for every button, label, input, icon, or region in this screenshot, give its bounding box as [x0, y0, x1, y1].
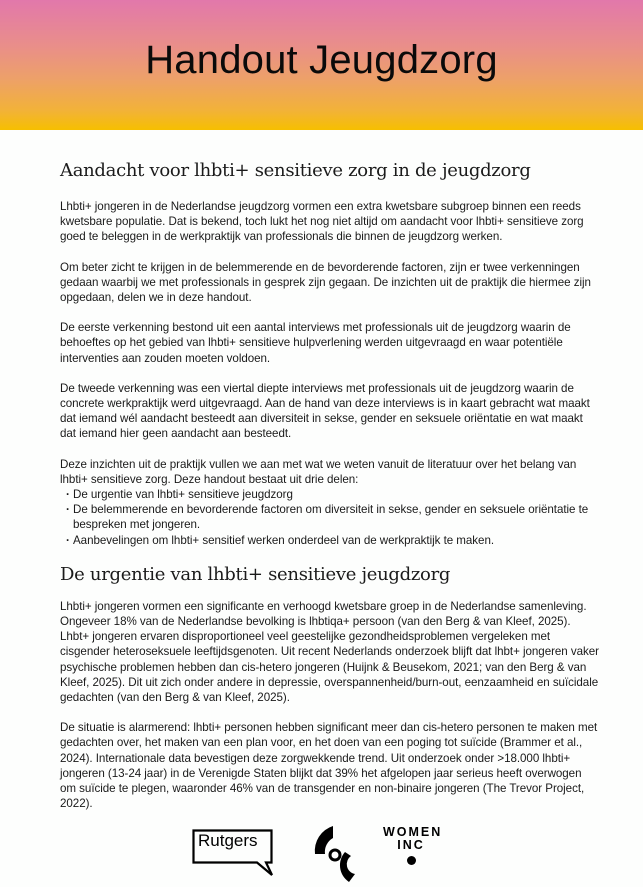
document-body: [60, 160, 600, 812]
parts-list: [60, 487, 600, 548]
list-item: · De urgentie van lhbti+ sensitieve jeugdzorg: [66, 487, 600, 502]
paragraph: De eerste verkenning bestond uit een aantal interviews met professionals uit de jeugdzorg waarin de behoeftes op het gebied van lhbti+ sensitieve hulpverlening werden uitgevraagd en waar potentiële interventies aan zouden moeten voldoen.: [60, 321, 571, 365]
section-heading-intro: Aandacht voor lhbti+ sensitieve zorg in de jeugdzorg: [60, 160, 531, 181]
women-inc-logo: [383, 825, 443, 865]
partner-logos: [0, 822, 643, 884]
rutgers-logo: [192, 829, 274, 884]
list-item: · Aanbevelingen om lhbti+ sensitief werken onderdeel van de werkpraktijk te maken.: [66, 533, 600, 548]
dot-icon: [407, 856, 416, 865]
women-inc-line2: INC: [397, 838, 425, 852]
paragraph: Lhbti+ jongeren vormen een significante en verhoogd kwetsbare groep in de Nederlandse samenleving. Ongeveer 18% van de Nederlandse bevolking is lhbtiqa+ persoon (van den Berg & van Kleef, 2025). Lhbt+ jongeren ervaren disproportioneel veel geestelijke gezondheidsproblemen vergeleken met cisgender heteroseksuele leeftijdsgenoten. Uit recent Nederlands onderzoek blijft dat lhbt+ jongeren vaker psychische problemen hebben dan cis-hetero jongeren (Huijnk & Beusekom, 2021; van den Berg & van Kleef, 2025). Dit uit zich onder andere in depressie, overspannenheid/burn-out, eenzaamheid en suïcidale gedachten (van den Berg & van Kleef, 2025).: [60, 599, 599, 705]
section-heading-urgency: De urgentie van lhbti+ sensitieve jeugdzorg: [60, 563, 451, 585]
header-banner: [0, 0, 643, 130]
paragraph: Lhbti+ jongeren in de Nederlandse jeugdzorg vormen een extra kwetsbare subgroep binnen een reeds kwetsbare populatie. Dat is bekend, toch lukt het nog niet altijd om aandacht voor lhbti+ sensitieve zorg goed te beleggen in de werkpraktijk van professionals die binnen de jeugdzorg werken.: [60, 200, 584, 244]
page-title: Handout Jeugdzorg: [145, 38, 498, 82]
coc-logo: [311, 824, 363, 884]
list-item: · De belemmerende en bevorderende factoren om diversiteit in sekse, gender en seksuele oriëntatie te bespreken met jongeren.: [66, 502, 600, 532]
paragraph: Om beter zicht te krijgen in de belemmerende en de bevorderende factoren, zijn er twee verkenningen gedaan waarbij we met professionals in gesprek zijn gegaan. De inzichten uit de praktijk die hiermee zijn opgedaan, delen we in deze handout.: [60, 260, 591, 305]
women-inc-line1: WOMEN: [383, 825, 443, 839]
paragraph: De situatie is alarmerend: lhbti+ personen hebben significant meer dan cis-hetero personen te maken met gedachten over, het maken van een plan voor, en het doen van een poging tot suïcide (Brammer et al., 2024). Internationale data bevestigen deze zorgwekkende trend. Uit onderzoek onder >18.000 lhbti+ jongeren (13-24 jaar) in de Verenigde Staten blijkt dat 39% het afgelopen jaar serieus heeft overwogen om suïcide te plegen, waaronder 46% van de transgender en non-binaire jongeren (The Trevor Project, 2022).: [60, 721, 598, 811]
rutgers-logo-text: Rutgers: [198, 831, 258, 850]
paragraph: De tweede verkenning was een viertal diepte interviews met professionals uit de jeugdzorg waarin de concrete werkpraktijk werd uitgevraagd. Aan de hand van deze interviews is in kaart gebracht wat maakt dat iemand wél aandacht besteedt aan diversiteit in sekse, gender en seksuele oriëntatie en wat maakt dat iemand hier geen aandacht aan besteedt.: [60, 381, 590, 441]
paragraph: Deze inzichten uit de praktijk vullen we aan met wat we weten vanuit de literatuur over het belang van lhbti+ sensitieve zorg. Deze handout bestaat uit drie delen:: [60, 457, 577, 486]
